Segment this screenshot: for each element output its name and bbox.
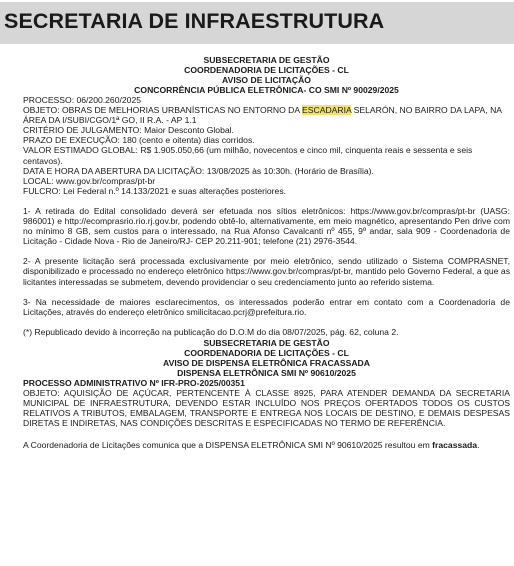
notice-heading-line: SUBSECRETARIA DE GESTÃO [203, 337, 330, 348]
objeto-text-end: SELARÓN, NO BAIRRO DA LAPA, NA ÁREA DA I/SUBI/CGO/1ª GO, II R.A. - AP 1.1 [23, 105, 502, 126]
notice-heading-line: CONCORRÊNCIA PÚBLICA ELETRÔNICA- CO SMI Nº 90029/2025 [134, 85, 399, 95]
document-body [23, 55, 510, 450]
notice-heading-line: COORDENADORIA DE LICITAÇÕES - CL [184, 347, 349, 358]
data-abertura-line: DATA E HORA DA ABERTURA DA LICITAÇÃO: 13/08/2025 às 10:30h. (Horário de Brasília). [23, 165, 374, 176]
objeto-paragraph: OBJETO: AQUISIÇÃO DE AÇÚCAR, PERTENCENTE À CLASSE 8925, PARA ATENDER DEMANDA DA SECRETARIA MUNICIPAL DE INFRAESTRUTURA, DEVENDO ESTAR INCLUÍDO NOS PREÇOS OFERTADOS TODOS OS CUSTOS RELATIVOS A TRIBUTOS, EMBALAGEM, TRANSPORTE E ENTREGA NOS LOCAIS DE DESTINO, E DEMAIS DESPESAS DIRETAS E INDIRETAS, NAS CONDIÇÕES DESCRITAS E ESPECIFICADAS NO TERMO DE REFERÊNCIA. [23, 387, 510, 429]
processo-line: PROCESSO: 06/200.260/2025 [23, 95, 142, 105]
notice-heading-line: COORDENADORIA DE LICITAÇÕES - CL [184, 65, 349, 75]
fulcro-line: FULCRO: Lei Federal n.º 14.133/2021 e suas alterações posteriores. [23, 185, 287, 196]
notice-heading-line: SUBSECRETARIA DE GESTÃO [203, 55, 330, 65]
final-statement-text: A Coordenadoria de Licitações comunica que a DISPENSA ELETRÔNICA SMI Nº 90610/2025 resultou em [23, 440, 433, 451]
notice-heading-line: AVISO DE DISPENSA ELETRÔNICA FRACASSADA [163, 357, 370, 368]
highlighted-term: ESCADARIA [302, 105, 352, 116]
notice-heading-line: AVISO DE LICITAÇÃO [222, 75, 311, 85]
notice-licitacao [23, 55, 510, 337]
item-3-paragraph: 3- Na necessidade de maiores esclarecimentos, os interessados poderão entrar em contato com a Coordenadoria de Licitações, através do endereço eletrônico smilicitacao.pcrj@prefeitura.rio. [23, 296, 510, 317]
criterio-line: CRITÉRIO DE JULGAMENTO: Maior Desconto Global. [23, 125, 234, 136]
notice-heading-line: DISPENSA ELETRÔNICA SMI Nº 90610/2025 [177, 367, 356, 378]
item-1-paragraph: 1- A retirada do Edital consolidado deverá ser efetuada nos sítios eletrônicos: https://www.gov.br/compras/pt-br (UASG: 986001) e http://ecomprasrio.rio.rj.gov.br, podendo obtê-lo, alternativamente, em meio magnético, apresentando Pen drive com no mínimo 8 GB, sem custos para o interessado, na Rua Afonso Cavalcanti nº 455, 9º andar, sala 909 - Coordenadoria de Licitação - Cidade Nova - Rio de Janeiro/RJ- CEP 20.211-901; telefone (21) 2976-3544. [23, 205, 510, 247]
objeto-line [23, 105, 510, 125]
page-title: SECRETARIA DE INFRAESTRUTURA [4, 9, 385, 33]
result-word: fracassada [432, 440, 478, 451]
notice-dispensa [23, 338, 510, 451]
item-2-paragraph: 2- A presente licitação será processada exclusivamente por meio eletrônico, sendo utilizado o Sistema COMPRASNET, disponibilizado e processado no endereço eletrônico https://www.gov.br/compras/pt-br, mantido pelo Governo Federal, a que as licitantes interessadas se submetem, devendo providenciar o seu credenciamento junto ao referido sistema. [23, 256, 510, 287]
prazo-line: PRAZO DE EXECUÇÃO: 180 (cento e oitenta) dias corridos. [23, 135, 255, 146]
objeto-text-start: OBJETO: OBRAS DE MELHORIAS URBANÍSTICAS NO ENTORNO DA [23, 105, 303, 116]
final-statement-end: . [477, 440, 480, 451]
republicado-note: (*) Republicado devido à incorreção na publicação do D.O.M do dia 08/07/2025, pág. 62, coluna 2. [23, 326, 399, 337]
processo-administrativo-line: PROCESSO ADMINISTRATIVO Nº IFR-PRO-2025/00351 [23, 377, 245, 388]
local-line: LOCAL: www.gov.br/compras/pt-br [23, 175, 156, 186]
header-bar [0, 2, 514, 44]
final-statement [23, 440, 510, 450]
valor-line: VALOR ESTIMADO GLOBAL: R$ 1.905.050,66 (um milhão, novecentos e cinco mil, cinquenta reais e sessenta e seis centavos). [23, 145, 473, 166]
